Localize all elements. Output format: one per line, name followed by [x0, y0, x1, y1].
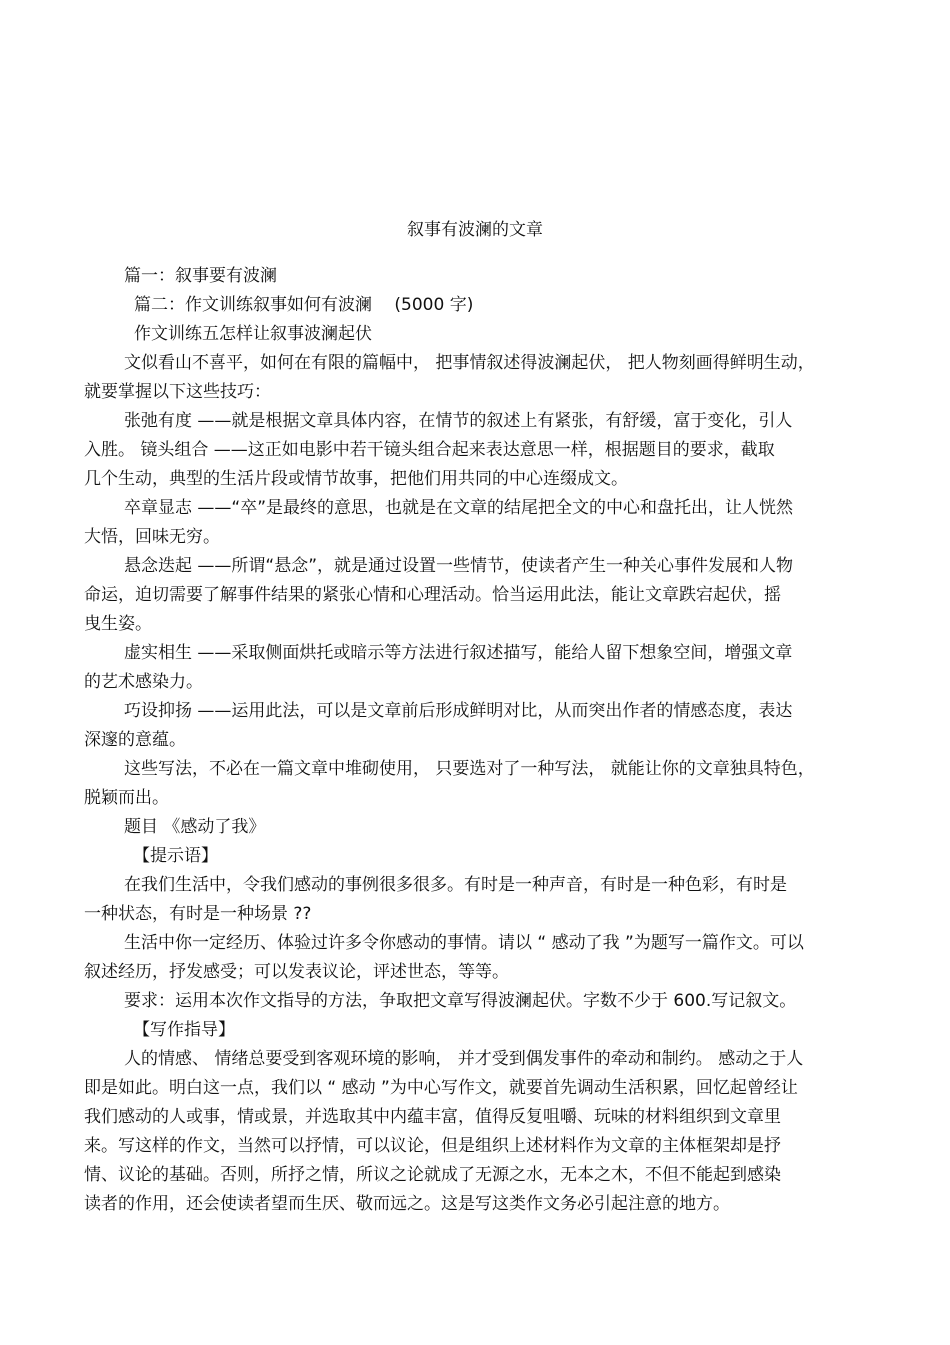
- text-line: 张弛有度 ——就是根据文章具体内容，在情节的叙述上有紧张，有舒缓，富于变化，引人: [124, 411, 793, 431]
- text-line: 悬念迭起 ——所谓“悬念”，就是通过设置一些情节，使读者产生一种关心事件发展和人物: [124, 556, 794, 576]
- text-line: 一种状态，有时是一种场景 ??: [84, 904, 312, 924]
- text-line: 深邃的意蕴。: [84, 730, 186, 750]
- text-line: 篇二：作文训练叙事如何有波澜 (5000 字): [134, 295, 474, 315]
- text-line: 就要掌握以下这些技巧：: [84, 382, 271, 402]
- text-line: 篇一：叙事要有波澜: [124, 266, 277, 286]
- text-line: 这些写法，不必在一篇文章中堆砌使用， 只要选对了一种写法， 就能让你的文章独具特色，: [124, 759, 815, 779]
- text-line: 作文训练五怎样让叙事波澜起伏: [134, 324, 372, 344]
- text-line: 题目 《感动了我》: [124, 817, 266, 837]
- text-line: 大悟，回味无穷。: [84, 527, 220, 547]
- text-line: 生活中你一定经历、体验过许多令你感动的事情。请以 “ 感动了我 ”为题写一篇作文。可以: [124, 933, 804, 953]
- text-line: 来。写这样的作文，当然可以抒情，可以议论，但是组织上述材料作为文章的主体框架却是抒: [84, 1136, 781, 1156]
- text-line: 巧设抑扬 ——运用此法，可以是文章前后形成鲜明对比，从而突出作者的情感态度，表达: [124, 701, 793, 721]
- text-line: 脱颖而出。: [84, 788, 169, 808]
- text-line: 读者的作用，还会使读者望而生厌、敬而远之。这是写这类作文务必引起注意的地方。: [84, 1194, 730, 1214]
- text-line: 曳生姿。: [84, 614, 152, 634]
- text-line: 情、议论的基础。否则，所抒之情，所议之论就成了无源之水，无本之木，不但不能起到感染: [84, 1165, 781, 1185]
- text-line: 即是如此。明白这一点，我们以 “ 感动 ”为中心写作文，就要首先调动生活积累，回忆起曾经让: [84, 1078, 798, 1098]
- text-line: 虚实相生 ——采取侧面烘托或暗示等方法进行叙述描写，能给人留下想象空间，增强文章: [124, 643, 793, 663]
- text-line: 我们感动的人或事，情或景，并选取其中内蕴丰富，值得反复咀嚼、玩味的材料组织到文章里: [84, 1107, 781, 1127]
- text-line: 在我们生活中，令我们感动的事例很多很多。有时是一种声音，有时是一种色彩，有时是: [124, 875, 787, 895]
- text-line: 命运，迫切需要了解事件结果的紧张心情和心理活动。恰当运用此法，能让文章跌宕起伏，摇: [84, 585, 781, 605]
- text-line: 【写作指导】: [133, 1020, 235, 1040]
- text-line: 卒章显志 ——“卒”是最终的意思，也就是在文章的结尾把全文的中心和盘托出，让人恍然: [124, 498, 794, 518]
- text-line: 的艺术感染力。: [84, 672, 203, 692]
- document-title: 叙事有波澜的文章: [407, 220, 543, 240]
- text-line: 几个生动，典型的生活片段或情节故事，把他们用共同的中心连缀成文。: [84, 469, 628, 489]
- text-line: 【提示语】: [133, 846, 218, 866]
- text-line: 叙述经历，抒发感受；可以发表议论，评述世态，等等。: [84, 962, 509, 982]
- text-line: 要求：运用本次作文指导的方法，争取把文章写得波澜起伏。字数不少于 600.写记叙文。: [124, 991, 797, 1011]
- document-body: [84, 262, 864, 1219]
- text-line: 人的情感、 情绪总要受到客观环境的影响， 并才受到偶发事件的牵动和制约。 感动之于人: [124, 1049, 804, 1069]
- text-line: 入胜。 镜头组合 ——这正如电影中若干镜头组合起来表达意思一样，根据题目的要求，截取: [84, 440, 775, 460]
- text-line: 文似看山不喜平，如何在有限的篇幅中， 把事情叙述得波澜起伏， 把人物刻画得鲜明生动，: [124, 353, 815, 373]
